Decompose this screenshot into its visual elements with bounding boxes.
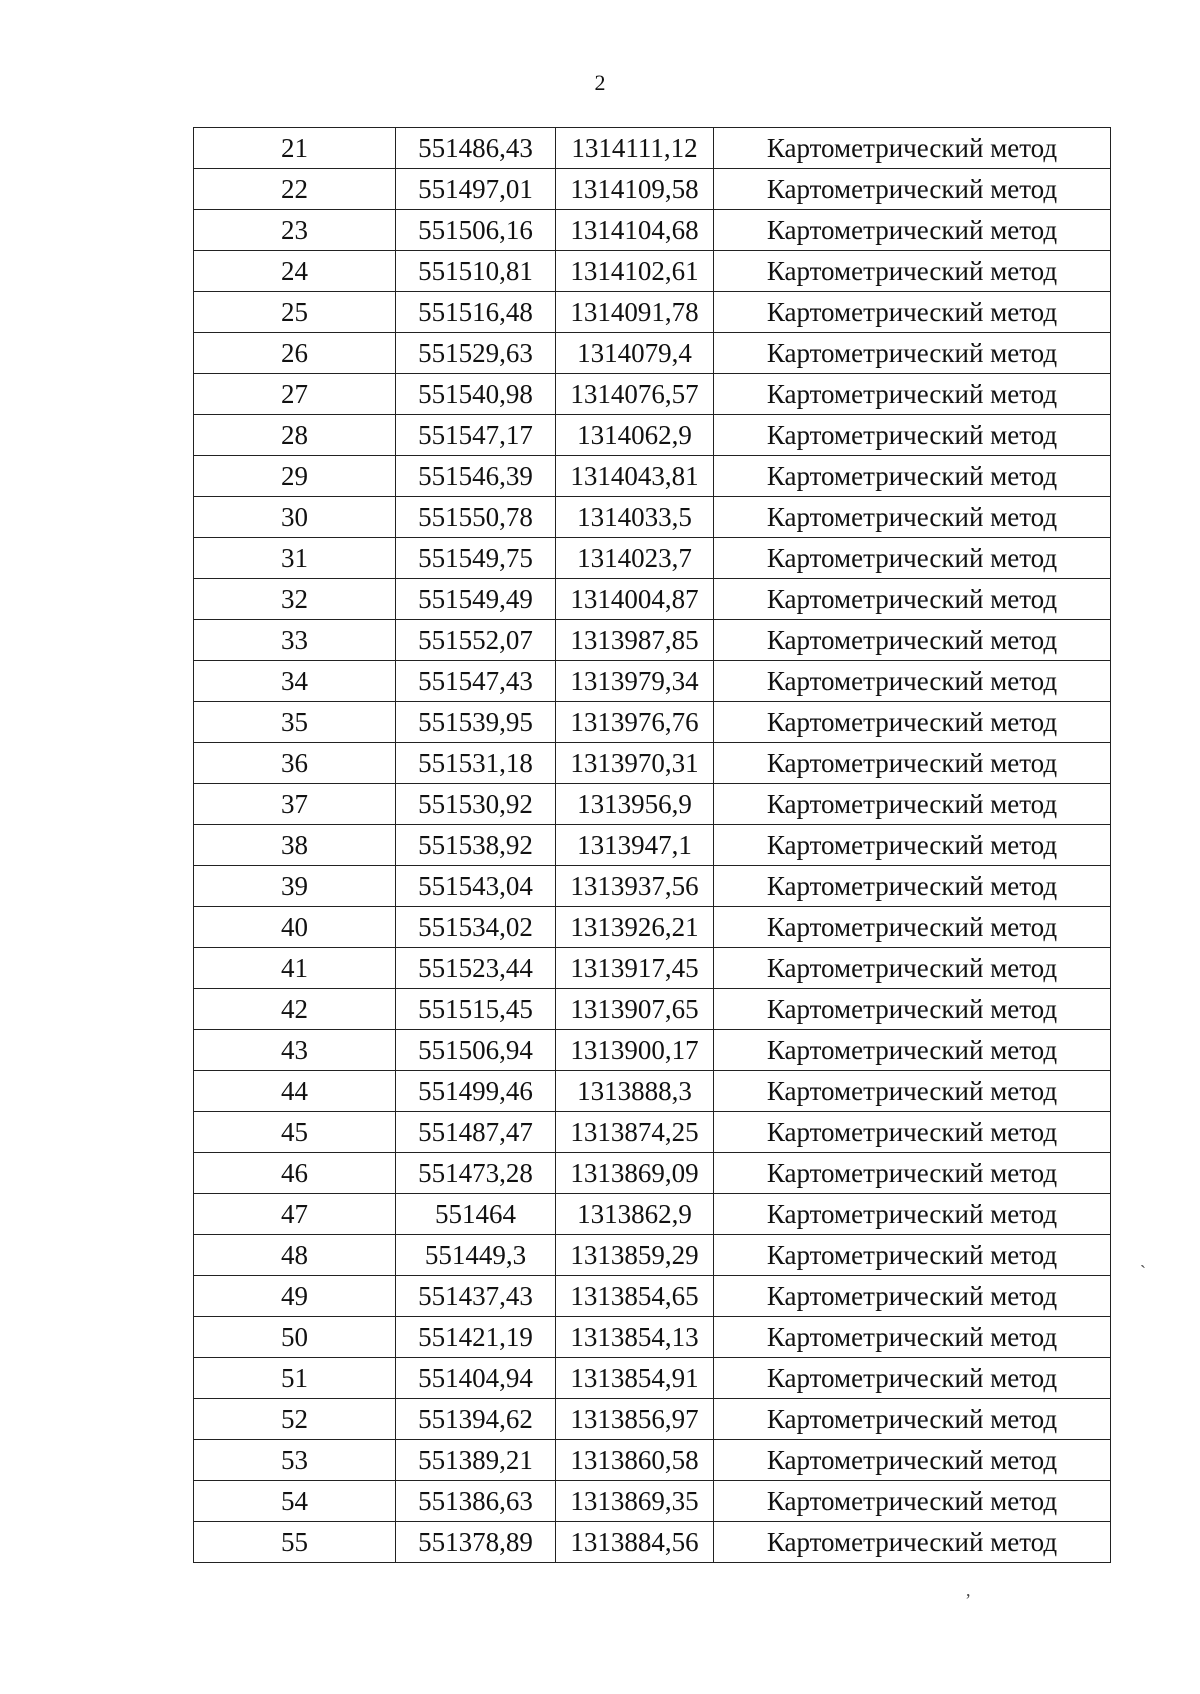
table-row [194, 948, 1111, 989]
y-coordinate-cell: 1313907,65 [556, 989, 714, 1030]
method-cell: Картометрический метод [714, 415, 1111, 456]
table-row [194, 374, 1111, 415]
x-coordinate-cell: 551473,28 [396, 1153, 556, 1194]
method-cell: Картометрический метод [714, 743, 1111, 784]
y-coordinate-cell: 1313888,3 [556, 1071, 714, 1112]
y-coordinate-cell: 1313862,9 [556, 1194, 714, 1235]
x-coordinate-cell: 551516,48 [396, 292, 556, 333]
table-row [194, 1358, 1111, 1399]
x-coordinate-cell: 551540,98 [396, 374, 556, 415]
table-row [194, 866, 1111, 907]
point-number-cell: 30 [194, 497, 396, 538]
method-cell: Картометрический метод [714, 907, 1111, 948]
method-cell: Картометрический метод [714, 989, 1111, 1030]
x-coordinate-cell: 551506,16 [396, 210, 556, 251]
method-cell: Картометрический метод [714, 784, 1111, 825]
x-coordinate-cell: 551515,45 [396, 989, 556, 1030]
y-coordinate-cell: 1314062,9 [556, 415, 714, 456]
point-number-cell: 29 [194, 456, 396, 497]
y-coordinate-cell: 1313917,45 [556, 948, 714, 989]
y-coordinate-cell: 1313854,13 [556, 1317, 714, 1358]
method-cell: Картометрический метод [714, 251, 1111, 292]
method-cell: Картометрический метод [714, 1358, 1111, 1399]
method-cell: Картометрический метод [714, 1235, 1111, 1276]
table-row [194, 907, 1111, 948]
point-number-cell: 25 [194, 292, 396, 333]
page-number: 2 [594, 70, 606, 95]
y-coordinate-cell: 1313976,76 [556, 702, 714, 743]
x-coordinate-cell: 551389,21 [396, 1440, 556, 1481]
y-coordinate-cell: 1314076,57 [556, 374, 714, 415]
y-coordinate-cell: 1313869,09 [556, 1153, 714, 1194]
table-row [194, 743, 1111, 784]
point-number-cell: 52 [194, 1399, 396, 1440]
table-row [194, 415, 1111, 456]
x-coordinate-cell: 551523,44 [396, 948, 556, 989]
table-row [194, 210, 1111, 251]
point-number-cell: 21 [194, 128, 396, 169]
point-number-cell: 24 [194, 251, 396, 292]
x-coordinate-cell: 551464 [396, 1194, 556, 1235]
x-coordinate-cell: 551404,94 [396, 1358, 556, 1399]
x-coordinate-cell: 551529,63 [396, 333, 556, 374]
point-number-cell: 22 [194, 169, 396, 210]
method-cell: Картометрический метод [714, 579, 1111, 620]
table-row [194, 1153, 1111, 1194]
table-row [194, 1112, 1111, 1153]
method-cell: Картометрический метод [714, 1071, 1111, 1112]
y-coordinate-cell: 1313874,25 [556, 1112, 714, 1153]
x-coordinate-cell: 551547,43 [396, 661, 556, 702]
table-row [194, 333, 1111, 374]
point-number-cell: 35 [194, 702, 396, 743]
point-number-cell: 54 [194, 1481, 396, 1522]
x-coordinate-cell: 551552,07 [396, 620, 556, 661]
coordinates-table-body [194, 128, 1111, 1563]
method-cell: Картометрический метод [714, 661, 1111, 702]
table-row [194, 661, 1111, 702]
y-coordinate-cell: 1313854,91 [556, 1358, 714, 1399]
point-number-cell: 48 [194, 1235, 396, 1276]
table-row [194, 292, 1111, 333]
point-number-cell: 46 [194, 1153, 396, 1194]
method-cell: Картометрический метод [714, 620, 1111, 661]
y-coordinate-cell: 1313856,97 [556, 1399, 714, 1440]
method-cell: Картометрический метод [714, 538, 1111, 579]
y-coordinate-cell: 1313854,65 [556, 1276, 714, 1317]
table-row [194, 169, 1111, 210]
x-coordinate-cell: 551394,62 [396, 1399, 556, 1440]
table-row [194, 579, 1111, 620]
y-coordinate-cell: 1314111,12 [556, 128, 714, 169]
method-cell: Картометрический метод [714, 1399, 1111, 1440]
y-coordinate-cell: 1314091,78 [556, 292, 714, 333]
y-coordinate-cell: 1313860,58 [556, 1440, 714, 1481]
method-cell: Картометрический метод [714, 210, 1111, 251]
point-number-cell: 26 [194, 333, 396, 374]
x-coordinate-cell: 551386,63 [396, 1481, 556, 1522]
point-number-cell: 50 [194, 1317, 396, 1358]
scan-artifact-mark: ` [1140, 1262, 1146, 1282]
y-coordinate-cell: 1314109,58 [556, 169, 714, 210]
x-coordinate-cell: 551510,81 [396, 251, 556, 292]
table-row [194, 1276, 1111, 1317]
method-cell: Картометрический метод [714, 1481, 1111, 1522]
y-coordinate-cell: 1313937,56 [556, 866, 714, 907]
point-number-cell: 47 [194, 1194, 396, 1235]
table-row [194, 128, 1111, 169]
x-coordinate-cell: 551530,92 [396, 784, 556, 825]
y-coordinate-cell: 1314033,5 [556, 497, 714, 538]
x-coordinate-cell: 551549,49 [396, 579, 556, 620]
point-number-cell: 37 [194, 784, 396, 825]
x-coordinate-cell: 551550,78 [396, 497, 556, 538]
table-row [194, 1235, 1111, 1276]
table-row [194, 1030, 1111, 1071]
scan-artifact-mark: , [966, 1580, 971, 1600]
x-coordinate-cell: 551421,19 [396, 1317, 556, 1358]
method-cell: Картометрический метод [714, 169, 1111, 210]
point-number-cell: 45 [194, 1112, 396, 1153]
table-row [194, 702, 1111, 743]
point-number-cell: 51 [194, 1358, 396, 1399]
method-cell: Картометрический метод [714, 1112, 1111, 1153]
coordinates-table [193, 127, 1111, 1563]
x-coordinate-cell: 551531,18 [396, 743, 556, 784]
x-coordinate-cell: 551499,46 [396, 1071, 556, 1112]
point-number-cell: 42 [194, 989, 396, 1030]
x-coordinate-cell: 551549,75 [396, 538, 556, 579]
table-row [194, 825, 1111, 866]
point-number-cell: 44 [194, 1071, 396, 1112]
y-coordinate-cell: 1313987,85 [556, 620, 714, 661]
method-cell: Картометрический метод [714, 948, 1111, 989]
method-cell: Картометрический метод [714, 374, 1111, 415]
table-row [194, 1522, 1111, 1563]
x-coordinate-cell: 551497,01 [396, 169, 556, 210]
table-row [194, 1317, 1111, 1358]
table-row [194, 251, 1111, 292]
x-coordinate-cell: 551506,94 [396, 1030, 556, 1071]
point-number-cell: 23 [194, 210, 396, 251]
point-number-cell: 31 [194, 538, 396, 579]
method-cell: Картометрический метод [714, 128, 1111, 169]
method-cell: Картометрический метод [714, 292, 1111, 333]
point-number-cell: 34 [194, 661, 396, 702]
method-cell: Картометрический метод [714, 866, 1111, 907]
point-number-cell: 49 [194, 1276, 396, 1317]
method-cell: Картометрический метод [714, 1440, 1111, 1481]
table-row [194, 497, 1111, 538]
method-cell: Картометрический метод [714, 1194, 1111, 1235]
method-cell: Картометрический метод [714, 702, 1111, 743]
y-coordinate-cell: 1314104,68 [556, 210, 714, 251]
method-cell: Картометрический метод [714, 1030, 1111, 1071]
table-row [194, 1071, 1111, 1112]
method-cell: Картометрический метод [714, 1522, 1111, 1563]
method-cell: Картометрический метод [714, 825, 1111, 866]
x-coordinate-cell: 551534,02 [396, 907, 556, 948]
x-coordinate-cell: 551449,3 [396, 1235, 556, 1276]
table-row [194, 620, 1111, 661]
x-coordinate-cell: 551546,39 [396, 456, 556, 497]
y-coordinate-cell: 1314102,61 [556, 251, 714, 292]
x-coordinate-cell: 551538,92 [396, 825, 556, 866]
method-cell: Картометрический метод [714, 456, 1111, 497]
table-row [194, 1194, 1111, 1235]
y-coordinate-cell: 1314023,7 [556, 538, 714, 579]
table-row [194, 989, 1111, 1030]
method-cell: Картометрический метод [714, 1276, 1111, 1317]
y-coordinate-cell: 1313956,9 [556, 784, 714, 825]
y-coordinate-cell: 1313970,31 [556, 743, 714, 784]
y-coordinate-cell: 1313947,1 [556, 825, 714, 866]
x-coordinate-cell: 551378,89 [396, 1522, 556, 1563]
table-row [194, 538, 1111, 579]
table-row [194, 784, 1111, 825]
method-cell: Картометрический метод [714, 1153, 1111, 1194]
x-coordinate-cell: 551486,43 [396, 128, 556, 169]
y-coordinate-cell: 1314079,4 [556, 333, 714, 374]
point-number-cell: 36 [194, 743, 396, 784]
y-coordinate-cell: 1314043,81 [556, 456, 714, 497]
method-cell: Картометрический метод [714, 1317, 1111, 1358]
table-row [194, 456, 1111, 497]
point-number-cell: 53 [194, 1440, 396, 1481]
point-number-cell: 33 [194, 620, 396, 661]
point-number-cell: 40 [194, 907, 396, 948]
point-number-cell: 55 [194, 1522, 396, 1563]
y-coordinate-cell: 1313884,56 [556, 1522, 714, 1563]
x-coordinate-cell: 551547,17 [396, 415, 556, 456]
table-row [194, 1399, 1111, 1440]
method-cell: Картометрический метод [714, 333, 1111, 374]
point-number-cell: 38 [194, 825, 396, 866]
x-coordinate-cell: 551543,04 [396, 866, 556, 907]
y-coordinate-cell: 1313869,35 [556, 1481, 714, 1522]
point-number-cell: 41 [194, 948, 396, 989]
table-row [194, 1440, 1111, 1481]
x-coordinate-cell: 551539,95 [396, 702, 556, 743]
x-coordinate-cell: 551437,43 [396, 1276, 556, 1317]
y-coordinate-cell: 1313979,34 [556, 661, 714, 702]
point-number-cell: 39 [194, 866, 396, 907]
point-number-cell: 43 [194, 1030, 396, 1071]
point-number-cell: 27 [194, 374, 396, 415]
method-cell: Картометрический метод [714, 497, 1111, 538]
point-number-cell: 32 [194, 579, 396, 620]
x-coordinate-cell: 551487,47 [396, 1112, 556, 1153]
y-coordinate-cell: 1313926,21 [556, 907, 714, 948]
table-row [194, 1481, 1111, 1522]
y-coordinate-cell: 1313900,17 [556, 1030, 714, 1071]
y-coordinate-cell: 1313859,29 [556, 1235, 714, 1276]
point-number-cell: 28 [194, 415, 396, 456]
y-coordinate-cell: 1314004,87 [556, 579, 714, 620]
